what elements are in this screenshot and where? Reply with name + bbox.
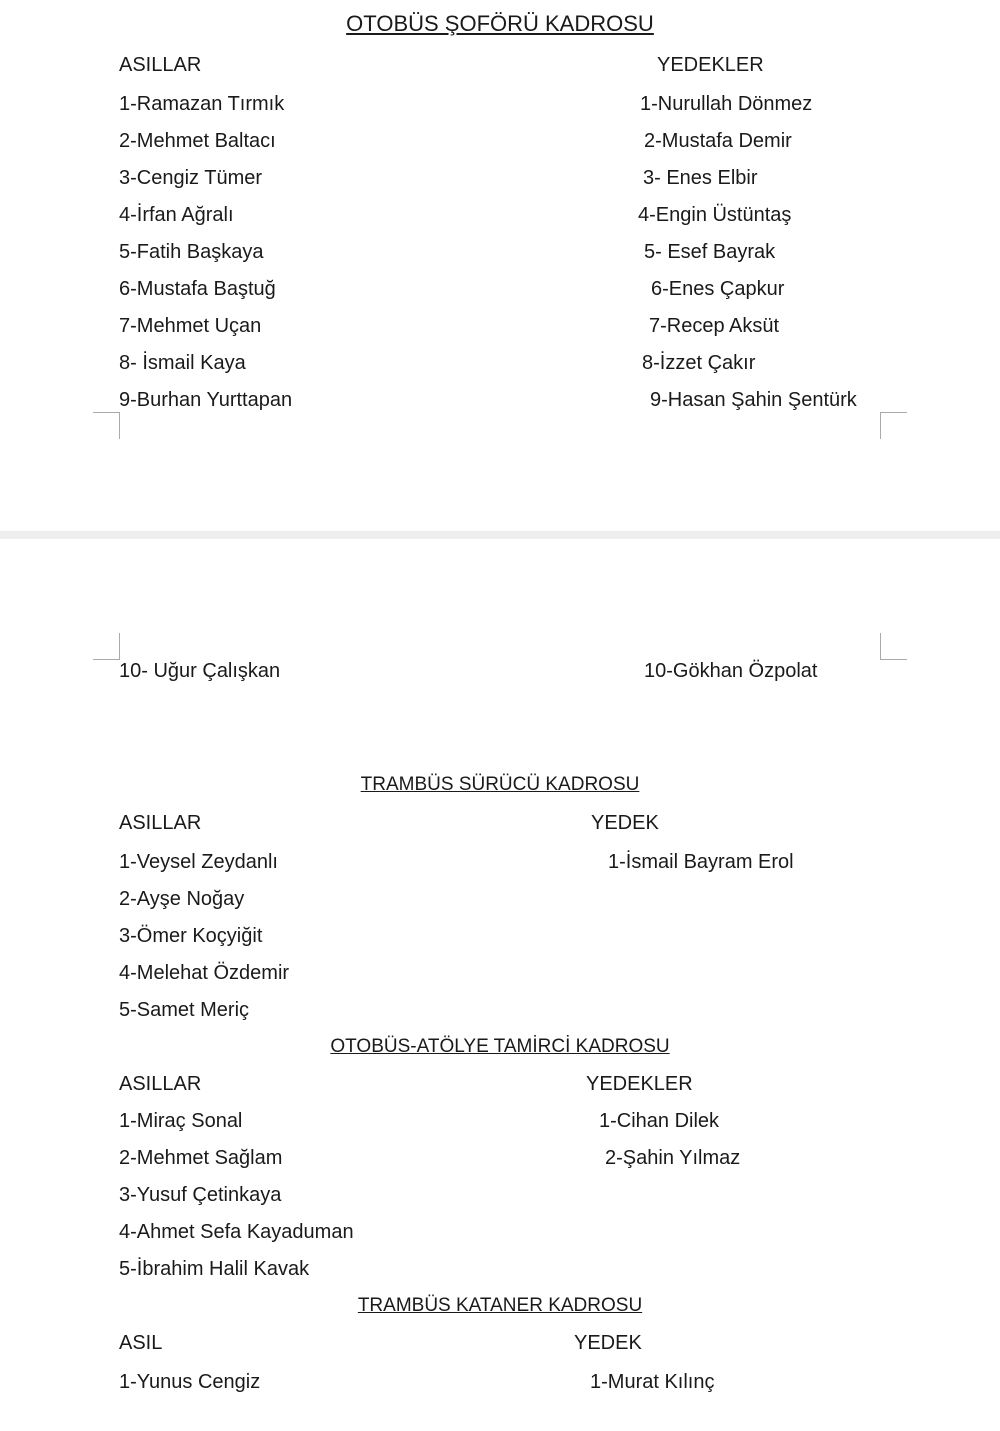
list-item: 4-İrfan Ağralı <box>119 204 234 226</box>
document-page-1 <box>0 0 1000 531</box>
list-item: 2-Mehmet Sağlam <box>119 1147 283 1169</box>
list-item: 7-Recep Aksüt <box>649 315 780 337</box>
document-page-2 <box>0 539 1000 1431</box>
list-item: 7-Mehmet Uçan <box>119 315 262 337</box>
section-title-otobus-atolye: OTOBÜS-ATÖLYE TAMİRCİ KADROSU <box>330 1036 670 1057</box>
section-title-trambus-surucu: TRAMBÜS SÜRÜCÜ KADROSU <box>360 774 640 795</box>
list-item: 1-Cihan Dilek <box>599 1110 720 1132</box>
list-item: 3-Cengiz Tümer <box>119 167 263 189</box>
list-item: 1-İsmail Bayram Erol <box>608 851 794 873</box>
list-item: 8-İzzet Çakır <box>642 352 756 374</box>
list-item: 4-Engin Üstüntaş <box>638 204 792 226</box>
list-item: 6-Mustafa Baştuğ <box>119 278 276 300</box>
list-item: 4-Melehat Özdemir <box>119 962 290 984</box>
column-header-asillar: ASILLAR <box>119 812 202 834</box>
list-item: 9-Burhan Yurttapan <box>119 389 293 411</box>
list-item: 5-Samet Meriç <box>119 999 250 1021</box>
list-item: 4-Ahmet Sefa Kayaduman <box>119 1221 354 1243</box>
list-item: 6-Enes Çapkur <box>651 278 785 300</box>
column-header-asillar: ASILLAR <box>119 1073 202 1095</box>
list-item: 1-Ramazan Tırmık <box>119 93 285 115</box>
list-item: 5- Esef Bayrak <box>644 241 776 263</box>
list-item: 2-Şahin Yılmaz <box>605 1147 741 1169</box>
column-header-yedekler: YEDEKLER <box>657 54 764 76</box>
column-header-asil: ASIL <box>119 1332 163 1354</box>
list-item: 2-Mustafa Demir <box>644 130 792 152</box>
list-item: 3- Enes Elbir <box>643 167 758 189</box>
list-item: 5-İbrahim Halil Kavak <box>119 1258 310 1280</box>
column-header-yedek: YEDEK <box>574 1332 642 1354</box>
section-title-otobus-sofor: OTOBÜS ŞOFÖRÜ KADROSU <box>346 11 654 36</box>
list-item: 2-Ayşe Noğay <box>119 888 245 910</box>
crop-mark <box>93 412 120 439</box>
list-item: 3-Yusuf Çetinkaya <box>119 1184 282 1206</box>
list-item: 10-Gökhan Özpolat <box>644 660 818 682</box>
column-header-yedek: YEDEK <box>591 812 659 834</box>
list-item: 1-Nurullah Dönmez <box>640 93 813 115</box>
list-item: 1-Murat Kılınç <box>590 1371 715 1393</box>
list-item: 2-Mehmet Baltacı <box>119 130 276 152</box>
list-item: 9-Hasan Şahin Şentürk <box>650 389 857 411</box>
list-item: 10- Uğur Çalışkan <box>119 660 281 682</box>
column-header-asillar: ASILLAR <box>119 54 202 76</box>
list-item: 3-Ömer Koçyiğit <box>119 925 263 947</box>
list-item: 5-Fatih Başkaya <box>119 241 264 263</box>
list-item: 1-Yunus Cengiz <box>119 1371 261 1393</box>
page-separator <box>0 531 1000 539</box>
section-title-trambus-kataner: TRAMBÜS KATANER KADROSU <box>357 1295 643 1316</box>
crop-mark <box>93 633 120 660</box>
crop-mark <box>880 633 907 660</box>
list-item: 1-Miraç Sonal <box>119 1110 243 1132</box>
list-item: 1-Veysel Zeydanlı <box>119 851 278 873</box>
crop-mark <box>880 412 907 439</box>
list-item: 8- İsmail Kaya <box>119 352 246 374</box>
column-header-yedekler: YEDEKLER <box>586 1073 693 1095</box>
